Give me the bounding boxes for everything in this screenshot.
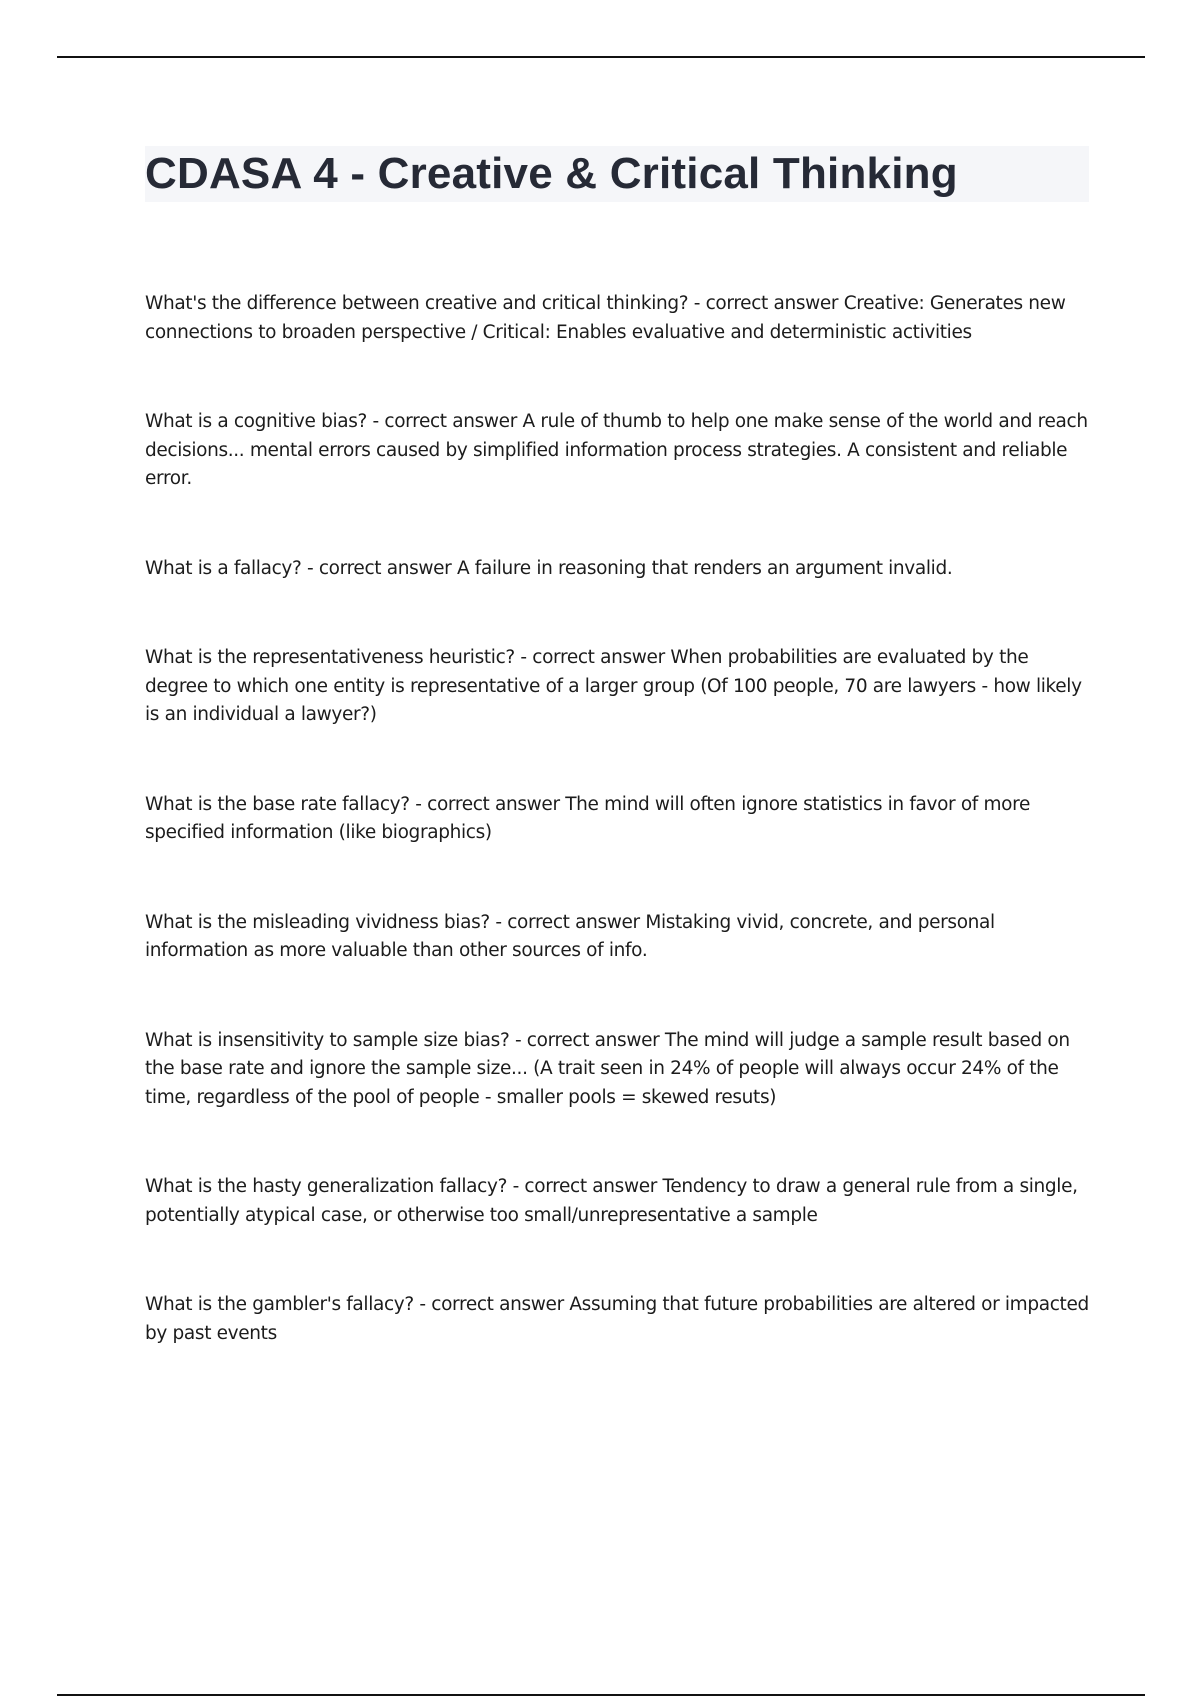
qa-item-text: What is the representativeness heuristic? - correct answer When probabilities are evaluated by the degree to which one entity is representative of a larger group (Of 100 people, 70 are lawyers - how likely is an individual a lawyer?) <box>145 647 1082 725</box>
qa-item-hasty-generalization <box>145 1173 1090 1230</box>
qa-item-text: What is the gambler's fallacy? - correct answer Assuming that future probabilities are altered or impacted by past events <box>145 1294 1089 1344</box>
qa-item-text: What is a cognitive bias? - correct answer A rule of thumb to help one make sense of the world and reach decisions... mental errors caused by simplified information process strategies. A consistent and reliable error. <box>145 411 1088 489</box>
qa-item-text: What is the misleading vividness bias? - correct answer Mistaking vivid, concrete, and personal information as more valuable than other sources of info. <box>145 911 995 961</box>
header-rule <box>57 56 1145 58</box>
qa-item-representativeness-heuristic <box>145 644 1090 730</box>
qa-item-sample-size-bias <box>145 1027 1090 1113</box>
page-title: CDASA 4 - Creative & Critical Thinking <box>145 149 958 198</box>
qa-list <box>145 290 1090 1409</box>
qa-item-text: What is a fallacy? - correct answer A failure in reasoning that renders an argument invalid. <box>145 557 953 579</box>
footer-rule <box>57 1694 1145 1696</box>
qa-item-base-rate-fallacy <box>145 791 1090 848</box>
qa-item-text: What is the hasty generalization fallacy? - correct answer Tendency to draw a general rule from a single, potentially atypical case, or otherwise too small/unrepresentative a sample <box>145 1176 1078 1226</box>
qa-item-gamblers-fallacy <box>145 1291 1090 1348</box>
qa-item-fallacy <box>145 555 1090 584</box>
qa-item-text: What is insensitivity to sample size bias? - correct answer The mind will judge a sample result based on the base rate and ignore the sample size... (A trait seen in 24% of people will always occur 24% of the time, regardless of the pool of people - smaller pools = skewed resuts) <box>145 1029 1070 1108</box>
qa-item-misleading-vividness <box>145 909 1090 966</box>
qa-item-text: What's the difference between creative and critical thinking? - correct answer Creative: Generates new connections to broaden perspective / Critical: Enables evaluative and deterministic activities <box>145 293 1066 343</box>
qa-item-difference-creative-critical <box>145 290 1090 347</box>
qa-item-text: What is the base rate fallacy? - correct answer The mind will often ignore statistics in favor of more specified information (like biographics) <box>145 793 1031 843</box>
qa-item-cognitive-bias <box>145 408 1090 494</box>
